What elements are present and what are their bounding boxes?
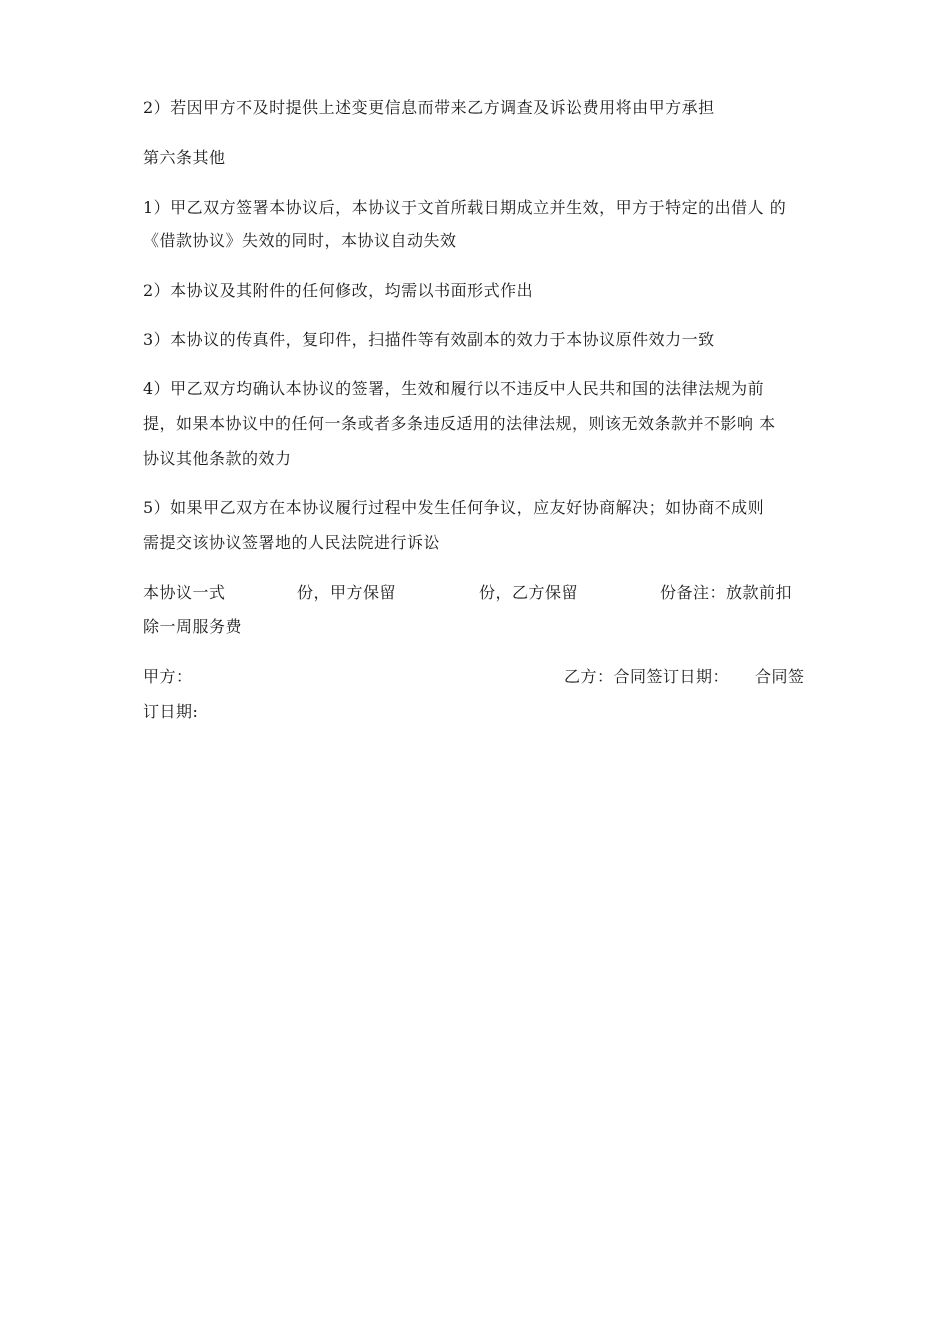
copies-line2: 除一周服务费	[143, 617, 243, 636]
article6-item5-line1: 5）如果甲乙双方在本协议履行过程中发生任何争议，应友好协商解决；如协商不成则	[143, 498, 765, 517]
copies-part4: 份备注：放款前扣	[660, 583, 793, 602]
article6-item1-line2: 《借款协议》失效的同时，本协议自动失效	[143, 231, 457, 250]
article6-item5-line2: 需提交该协议签署地的人民法院进行诉讼	[143, 533, 441, 552]
article6-item4-line2: 提，如果本协议中的任何一条或者多条违反适用的法律法规，则该无效条款并不影响 本	[143, 414, 776, 433]
copies-part2: 份，甲方保留	[297, 583, 397, 602]
party-b-label: 乙方：合同签订日期：	[564, 667, 730, 686]
signing-date-line2: 订日期:	[143, 702, 199, 721]
article6-item1-line1: 1）甲乙双方签署本协议后，本协议于文首所载日期成立并生效，甲方于特定的出借人 的	[143, 198, 787, 217]
article6-item4-line1: 4）甲乙双方均确认本协议的签署，生效和履行以不违反中人民共和国的法律法规为前	[143, 379, 765, 398]
article6-item3: 3）本协议的传真件，复印件，扫描件等有效副本的效力于本协议原件效力一致	[143, 330, 715, 349]
copies-part1: 本协议一式	[143, 583, 226, 602]
clause5-item2: 2）若因甲方不及时提供上述变更信息而带来乙方调查及诉讼费用将由甲方承担	[143, 98, 715, 117]
copies-part3: 份，乙方保留	[479, 583, 579, 602]
party-a-label: 甲方：	[143, 667, 193, 686]
article6-item2: 2）本协议及其附件的任何修改，均需以书面形式作出	[143, 281, 534, 300]
article6-item4-line3: 协议其他条款的效力	[143, 449, 292, 468]
article6-title: 第六条其他	[143, 148, 226, 167]
signing-date-wrap: 合同签	[755, 667, 805, 686]
